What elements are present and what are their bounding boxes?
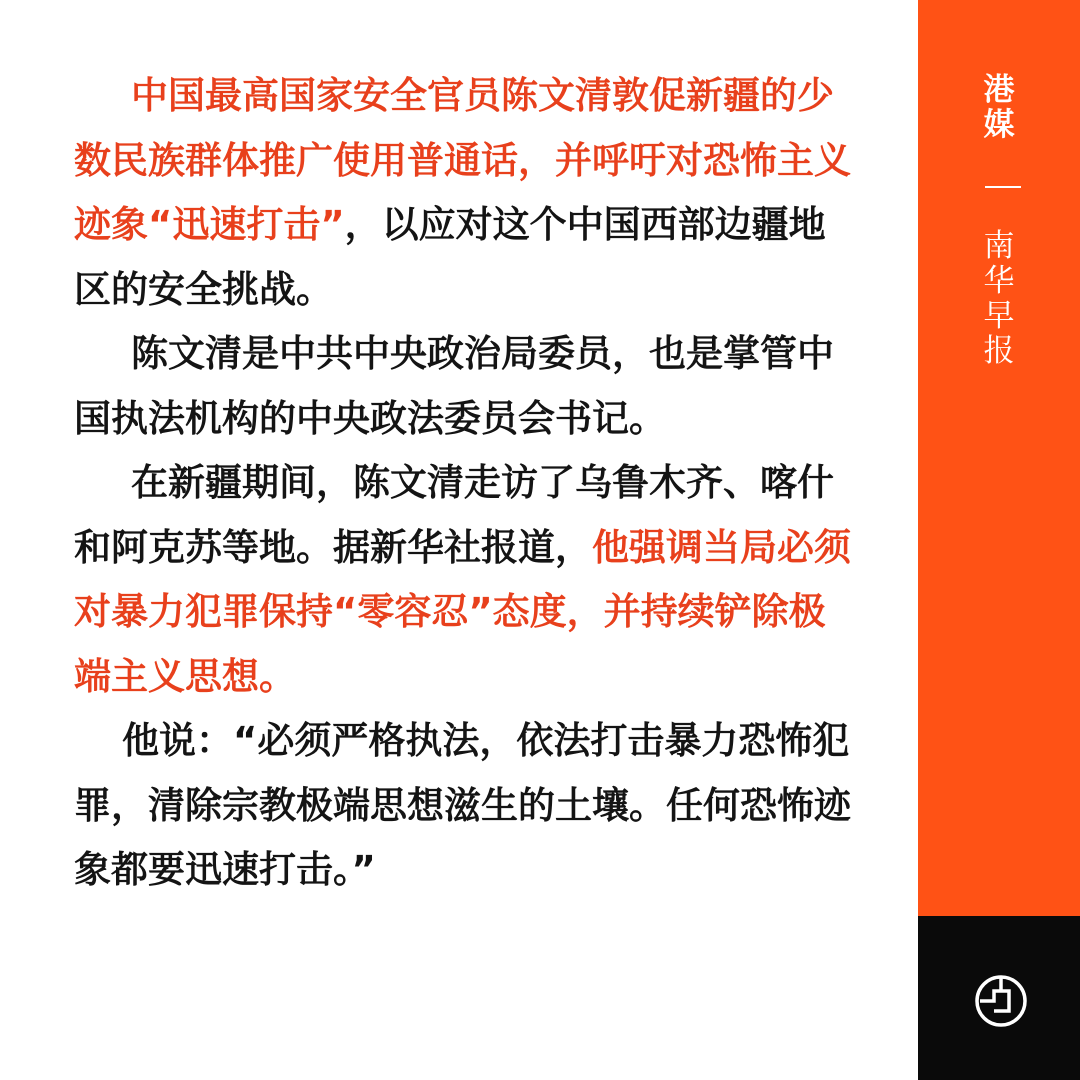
sidebar-tag: 港 媒 [983, 72, 1015, 143]
paragraph-3-plain: 在新疆期间，陈文清走访了乌鲁木齐、喀什和阿克苏等地。据新华社报道， [74, 461, 834, 569]
paragraph-1-rest: ，以应对这个中国西部边疆地区的安全挑战。 [74, 203, 826, 311]
sidebar-divider [985, 186, 1021, 188]
highlight-lead: 中国最高国家安全官员陈文清敦促新疆的少数民族群体推广使用普通话，并呼吁对恐怖主义迹象“迅速打击” [74, 74, 851, 246]
article-body [74, 64, 854, 903]
paragraph-3 [74, 451, 854, 709]
paragraph-1 [74, 64, 854, 322]
paragraph-4-quote: 他说：“必须严格执法，依法打击暴力恐怖犯罪，清除宗教极端思想滋生的土壤。任何恐怖迹象都要迅速打击。” [74, 719, 851, 891]
sidebar-source: 南 华 早 报 [983, 228, 1015, 369]
sidebar-panel [918, 0, 1080, 916]
paragraph-2: 陈文清是中共中央政治局委员，也是掌管中国执法机构的中央政法委员会书记。 [74, 332, 834, 440]
scmp-logo-icon [974, 974, 1028, 1028]
highlight-quote: 他强调当局必须对暴力犯罪保持“零容忍”态度，并持续铲除极端主义思想。 [74, 525, 851, 698]
